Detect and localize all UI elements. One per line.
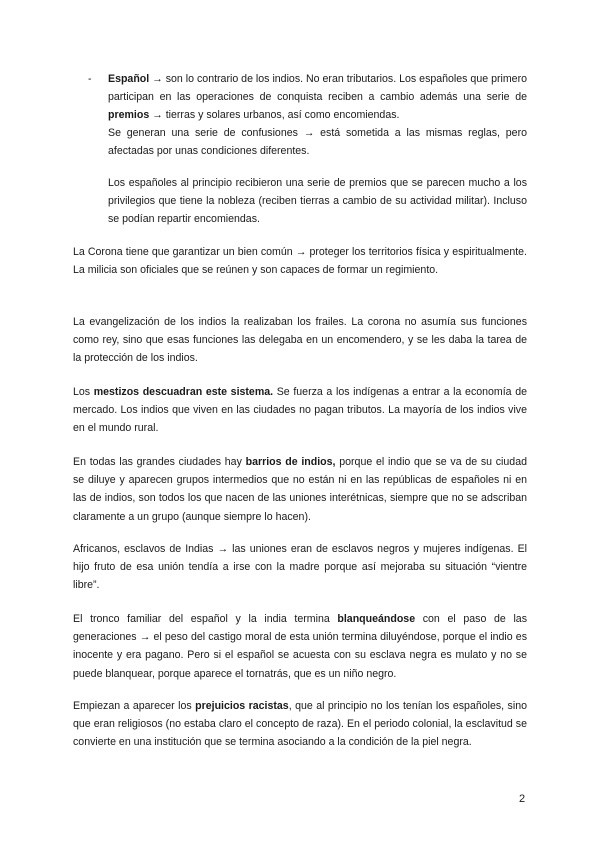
paragraph-prejuicios: Empiezan a aparecer los prejuicios racistas, que al principio no los tenían los españoles, sino que eran religiosos (no estaba claro el concepto de raza). En el periodo colonial, la esclavitud se convierte en una institución que se termina asociando a la condición de la piel negra. xyxy=(73,700,527,749)
paragraph-corona: La Corona tiene que garantizar un bien común → proteger los territorios física y espiritualmente. La milicia son oficiales que se reúnen y son capaces de formar un regimiento. xyxy=(73,246,527,277)
bullet-confusiones-paragraph: Se generan una serie de confusiones → está sometida a las mismas reglas, pero afectadas por unas condiciones diferentes. xyxy=(108,127,527,158)
bullet-premios-paragraph: Los españoles al principio recibieron una serie de premios que se parecen mucho a los privilegios que tiene la nobleza (reciben tierras a cambio de su actividad militar). Incluso se podían repartir encomiendas. xyxy=(108,177,527,226)
term-barrios: barrios de indios, xyxy=(245,456,336,468)
term-espanol: Español xyxy=(108,73,150,85)
paragraph-evangelizacion: La evangelización de los indios la realizaban los frailes. La corona no asumía sus funciones como rey, sino que esas funciones las delegaba en un encomendero, y se les daba la tarea de la protección de los indios. xyxy=(73,316,527,365)
bullet-dash: - xyxy=(88,73,92,85)
paragraph-tronco: El tronco familiar del español y la india termina blanqueándose con el paso de las generaciones → el peso del castigo moral de esta unión termina diluyéndose, porque el indio es inocente y era pagano. Pero si el español se acuesta con su esclava negra es mulato y no se puede blanquear, porque aparece el tornatrás, que es un niño negro. xyxy=(73,613,527,680)
term-prejuicios: prejuicios racistas xyxy=(195,700,289,712)
page-number: 2 xyxy=(519,793,526,805)
bullet-espanol-paragraph: Español → son lo contrario de los indios. No eran tributarios. Los españoles que primero participan en las operaciones de conquista reciben a cambio además una serie de premios → tierras y solares urbanos, así como encomiendas. xyxy=(108,73,527,122)
term-mestizos: mestizos descuadran este sistema. xyxy=(93,386,274,398)
paragraph-mestizos: Los mestizos descuadran este sistema. Se fuerza a los indígenas a entrar a la economía de mercado. Los indios que viven en las ciudades no pagan tributos. La mayoría de los indios vive en el mundo rural. xyxy=(73,386,528,435)
paragraph-africanos: Africanos, esclavos de Indias → las uniones eran de esclavos negros y mujeres indígenas. El hijo fruto de esa unión tendía a irse con la madre porque así mejoraba su situación “vientre libre”. xyxy=(73,543,527,592)
term-blanqueandose: blanqueándose xyxy=(337,613,416,625)
paragraph-barrios: En todas las grandes ciudades hay barrios de indios, porque el indio que se va de su ciudad se diluye y aparecen grupos intermedios que no están ni en las repúblicas de españoles ni en las de indios, son todos los que nacen de las uniones interétnicas, siempre que no se adscriban claramente a un grupo (aunque siempre lo hacen). xyxy=(73,456,527,523)
term-premios: premios xyxy=(108,109,150,122)
